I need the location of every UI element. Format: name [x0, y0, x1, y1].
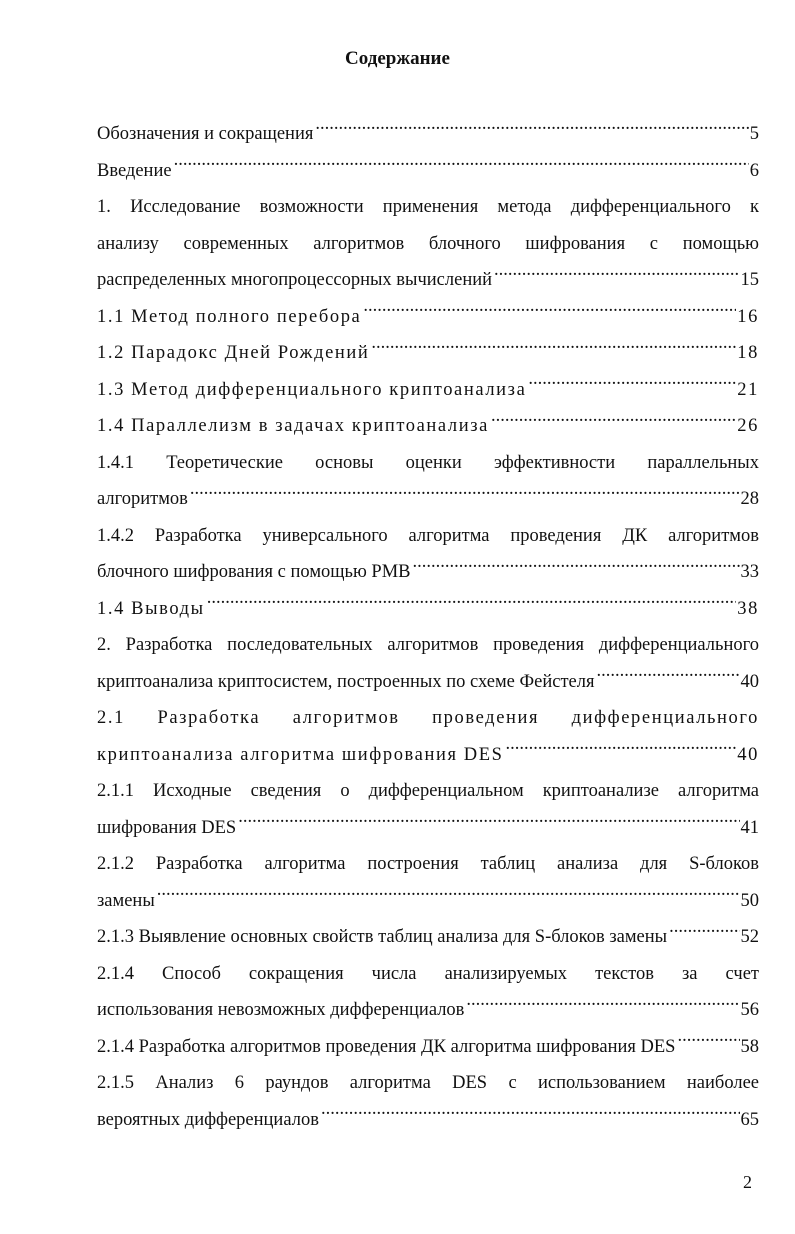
toc-entry-row [97, 992, 759, 1029]
toc-entry-line: 2.1.2 Разработка алгоритма построения таблиц анализа для S-блоков [97, 854, 759, 874]
toc-entry-title: 1.4 Параллелизм в задачах криптоанализа [97, 416, 489, 436]
dot-leader [315, 121, 748, 140]
toc-entry-row [97, 591, 759, 628]
toc-entry-line: 1. Исследование возможности применения метода дифференциального к [97, 197, 759, 217]
toc-entry[interactable] [97, 153, 759, 190]
toc-page-number: 38 [737, 598, 759, 619]
toc-entry-row [97, 1029, 759, 1066]
toc-entry-title: Введение [97, 160, 172, 181]
toc-page-number: 41 [740, 817, 759, 838]
toc-page-number: 18 [737, 343, 759, 363]
toc-entry-line: 2.1.1 Исходные сведения о дифференциальном криптоанализе алгоритма [97, 781, 759, 801]
toc-entry-title: криптоанализа алгоритма шифрования DES [97, 744, 504, 765]
toc-page-number: 16 [737, 306, 759, 327]
toc-entry-row [97, 883, 759, 920]
toc-entry-row [97, 299, 759, 336]
dot-leader [494, 267, 739, 286]
toc-entry-title: 1.3 Метод дифференциального криптоанализа [97, 379, 527, 400]
dot-leader [371, 340, 736, 359]
toc-entry-row [97, 408, 759, 445]
toc-page-number: 6 [749, 160, 759, 181]
dot-leader [597, 668, 740, 687]
dot-leader [466, 997, 739, 1016]
toc-entry[interactable] [97, 335, 759, 372]
dot-leader [506, 741, 737, 760]
dot-leader [363, 303, 736, 322]
dot-leader [174, 157, 749, 176]
toc-entry[interactable] [97, 1065, 759, 1138]
toc-page-number: 28 [740, 489, 759, 509]
toc-entry[interactable] [97, 445, 759, 518]
toc-entry-row [97, 481, 759, 518]
dot-leader [190, 486, 740, 505]
dot-leader [412, 559, 739, 578]
dot-leader [207, 595, 737, 614]
toc-entry-title: Обозначения и сокращения [97, 124, 314, 144]
toc-entry[interactable] [97, 299, 759, 336]
toc-entry-title: использования невозможных дифференциалов [97, 1000, 465, 1020]
toc-entry[interactable] [97, 627, 759, 700]
toc-entry-line: 1.4.1 Теоретические основы оценки эффективности параллельных [97, 452, 759, 473]
toc-entry-row [97, 116, 759, 153]
toc-page-number: 40 [740, 671, 759, 692]
toc-entry-row [97, 372, 759, 409]
toc-entry-line: 1.4.2 Разработка универсального алгоритма проведения ДК алгоритмов [97, 525, 759, 546]
toc-entry-title: 1.2 Парадокс Дней Рождений [97, 343, 370, 363]
toc-entry[interactable] [97, 846, 759, 919]
toc-entry[interactable] [97, 189, 759, 299]
dot-leader [669, 924, 739, 943]
toc-page-number: 50 [740, 890, 759, 911]
page-number: 2 [743, 1172, 752, 1192]
toc-page-number: 52 [740, 927, 759, 947]
dot-leader [491, 413, 736, 432]
toc-page-number: 56 [740, 1000, 759, 1020]
toc-entry-title: блочного шифрования с помощью РМВ [97, 562, 411, 582]
toc-page-number: 58 [740, 1036, 759, 1057]
toc-entry-line: анализу современных алгоритмов блочного шифрования с помощью [97, 233, 759, 254]
toc-entry-row [97, 153, 759, 190]
toc-entry-row [97, 810, 759, 847]
toc-entry[interactable] [97, 773, 759, 846]
toc-entry[interactable] [97, 700, 759, 773]
toc-entry[interactable] [97, 956, 759, 1029]
toc-page-number: 65 [740, 1109, 759, 1130]
toc-entry[interactable] [97, 372, 759, 409]
toc-entry[interactable] [97, 116, 759, 153]
toc-entry-line: 2. Разработка последовательных алгоритмов проведения дифференциального [97, 635, 759, 655]
toc-entry-row [97, 664, 759, 701]
toc-entry[interactable] [97, 518, 759, 591]
toc-entry[interactable] [97, 919, 759, 956]
toc-entry-line: 2.1.5 Анализ 6 раундов алгоритма DES с использованием наиболее [97, 1073, 759, 1093]
toc-entry-title: алгоритмов [97, 489, 188, 509]
toc-entry-row [97, 554, 759, 591]
toc-entry-title: распределенных многопроцессорных вычислений [97, 270, 493, 290]
dot-leader [321, 1106, 740, 1125]
toc-entry-row [97, 1102, 759, 1139]
toc-page-number: 15 [740, 270, 759, 290]
toc-entry-title: замены [97, 890, 155, 911]
toc-entry-title: 2.1.3 Выявление основных свойств таблиц анализа для S-блоков замены [97, 927, 668, 947]
toc-page-number: 40 [737, 744, 759, 765]
toc-entry-title: вероятных дифференциалов [97, 1109, 319, 1130]
toc-entry-title: криптоанализа криптосистем, построенных по схеме Фейстеля [97, 671, 595, 692]
toc-entry-row [97, 737, 759, 774]
dot-leader [238, 814, 739, 833]
toc-page-number: 21 [737, 379, 759, 400]
toc-entry-title: 1.4 Выводы [97, 598, 205, 619]
toc-entry[interactable] [97, 1029, 759, 1066]
dot-leader [677, 1033, 739, 1052]
toc-page-number: 26 [737, 416, 759, 436]
toc-entry-line: 2.1.4 Способ сокращения числа анализируемых текстов за счет [97, 963, 759, 984]
toc-entry-title: 1.1 Метод полного перебора [97, 306, 362, 327]
toc-entry-row [97, 919, 759, 956]
toc-entry-title: шифрования DES [97, 817, 237, 838]
page-title: Содержание [345, 48, 450, 69]
toc-entry-title: 2.1.4 Разработка алгоритмов проведения ДК алгоритма шифрования DES [97, 1036, 676, 1057]
table-of-contents [97, 116, 759, 1138]
toc-entry[interactable] [97, 408, 759, 445]
toc-entry[interactable] [97, 591, 759, 628]
toc-entry-row [97, 262, 759, 299]
dot-leader [528, 376, 736, 395]
dot-leader [157, 887, 740, 906]
toc-page-number: 33 [740, 562, 759, 582]
toc-page-number: 5 [749, 124, 759, 144]
toc-entry-line: 2.1 Разработка алгоритмов проведения дифференциального [97, 708, 759, 728]
toc-entry-row [97, 335, 759, 372]
